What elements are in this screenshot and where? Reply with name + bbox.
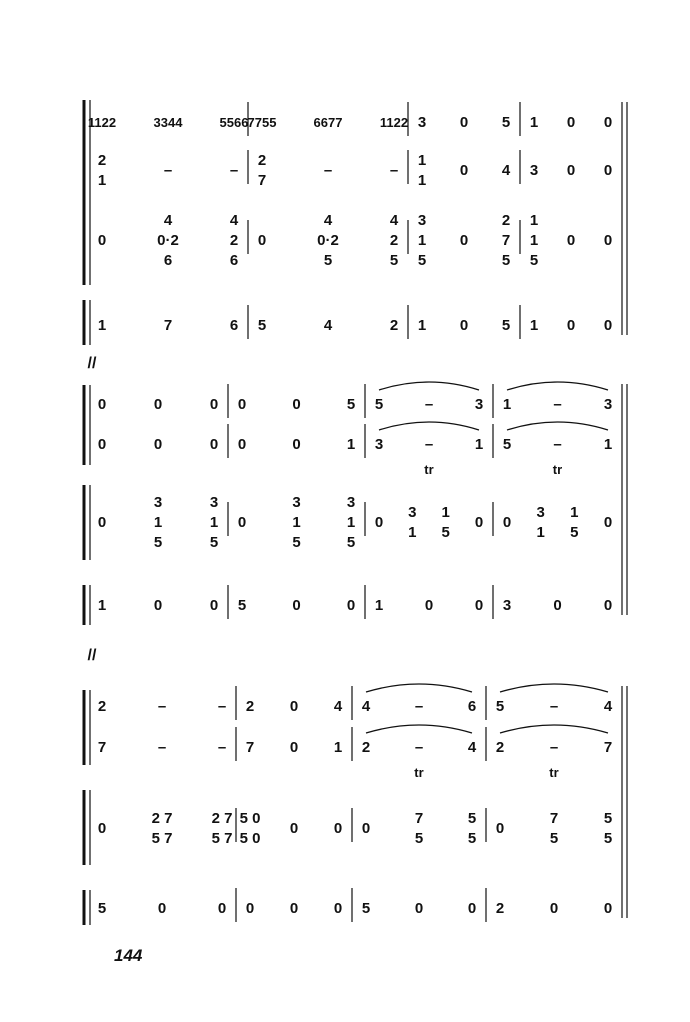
note: 0 — [603, 114, 613, 131]
note: 0 — [292, 436, 301, 453]
note: 2 — [245, 698, 255, 715]
note: 0 — [603, 900, 613, 917]
note: 5 — [346, 534, 356, 551]
note: 5 — [323, 252, 333, 269]
note: 1 — [529, 212, 539, 229]
note: 5 — [603, 830, 613, 847]
note: 1 — [97, 317, 107, 334]
note: 4 — [361, 698, 371, 715]
note: 7 — [245, 739, 255, 756]
note: 5 — [389, 252, 399, 269]
note: 4 — [467, 739, 477, 756]
note: 2 — [389, 232, 399, 249]
note: 4 — [163, 212, 173, 229]
staff-2 — [98, 422, 612, 477]
note: – — [157, 698, 167, 715]
note: 0 — [153, 597, 163, 614]
note: 1 — [346, 436, 356, 453]
note: 0 — [566, 317, 576, 334]
note: 0 — [333, 820, 343, 837]
note: 5 0 — [239, 830, 261, 847]
staff-3 — [98, 212, 612, 269]
note: 5 — [237, 597, 247, 614]
note: 4 — [323, 317, 333, 334]
note: 5 — [209, 534, 219, 551]
note: – — [157, 739, 167, 756]
note: 5 — [495, 698, 505, 715]
staff-4 — [98, 888, 612, 922]
trill-mark: tr — [424, 462, 434, 477]
note: 3 — [209, 494, 219, 511]
note: 0 — [97, 396, 107, 413]
note: 1 — [441, 504, 450, 521]
staff-2 — [98, 150, 612, 189]
note: 0 — [153, 396, 163, 413]
note: 5 — [570, 524, 579, 541]
note: 0 — [289, 698, 299, 715]
note: 0 — [292, 396, 301, 413]
note: 0 — [97, 820, 107, 837]
note: 0·2 — [317, 232, 339, 249]
note: 2 7 — [211, 810, 233, 827]
note: 5 — [467, 810, 477, 827]
note: 0 — [566, 232, 576, 249]
note: 5 7 — [151, 830, 173, 847]
note: 1 — [417, 232, 427, 249]
note: 3 — [374, 436, 384, 453]
trill-mark: tr — [414, 765, 424, 780]
note: 0 — [97, 232, 107, 249]
note: – — [163, 162, 173, 179]
note: 0 — [292, 597, 301, 614]
note: – — [553, 436, 562, 453]
note: 5566 — [219, 115, 249, 130]
note: 5 — [153, 534, 163, 551]
note: 0·2 — [157, 232, 179, 249]
note: 5 — [292, 534, 301, 551]
staff-4 — [98, 305, 612, 339]
slur — [507, 382, 608, 390]
note: 6 — [229, 317, 239, 334]
note: 3 — [502, 597, 512, 614]
trill-mark: tr — [549, 765, 559, 780]
note: 0 — [346, 597, 356, 614]
system-break-mark: // — [87, 647, 97, 664]
note: 1 — [529, 114, 539, 131]
note: 0 — [459, 162, 469, 179]
staff-3 — [98, 808, 612, 847]
note: 7 — [414, 810, 424, 827]
note: 0 — [209, 396, 219, 413]
note: 7755 — [247, 115, 277, 130]
slur — [379, 382, 479, 390]
note: 2 — [495, 739, 505, 756]
note: 2 — [229, 232, 239, 249]
note: 7 — [97, 739, 107, 756]
note: 1 — [97, 597, 107, 614]
note: 5 — [529, 252, 539, 269]
note: 5 — [603, 810, 613, 827]
note: 3 — [417, 114, 427, 131]
note: 1 — [97, 172, 107, 189]
slur — [500, 725, 608, 733]
staff-4 — [98, 585, 612, 619]
note: 1122 — [379, 115, 409, 130]
system-3 — [84, 684, 627, 925]
note: 0 — [157, 900, 167, 917]
note: 2 — [361, 739, 371, 756]
note: – — [389, 162, 399, 179]
note: 3 — [529, 162, 539, 179]
note: 1 — [603, 436, 613, 453]
note: 2 — [501, 212, 511, 229]
staff-3 — [98, 494, 612, 551]
note: 7 — [163, 317, 173, 334]
note: 5 — [501, 317, 511, 334]
note: 0 — [237, 436, 247, 453]
slur — [366, 684, 472, 692]
note: 2 — [495, 900, 505, 917]
note: – — [549, 698, 559, 715]
note: 1 — [417, 317, 427, 334]
note: 0 — [495, 820, 505, 837]
note: 0 — [289, 739, 299, 756]
system-2 — [84, 382, 627, 664]
note: 0 — [153, 436, 163, 453]
note: 3 — [417, 212, 427, 229]
note: 1 — [292, 514, 301, 531]
note: 0 — [474, 597, 484, 614]
note: 1 — [502, 396, 512, 413]
note: 5 — [374, 396, 384, 413]
note: 5 — [414, 830, 424, 847]
note: 1 — [346, 514, 356, 531]
note: 0 — [237, 396, 247, 413]
note: 0 — [459, 317, 469, 334]
note: 5 — [346, 396, 356, 413]
staff-1 — [98, 684, 613, 720]
note: 3 — [474, 396, 484, 413]
note: 5 — [257, 317, 267, 334]
note: 0 — [603, 597, 613, 614]
staff-2 — [98, 725, 612, 780]
note: 5 — [501, 252, 511, 269]
note: 4 — [229, 212, 239, 229]
note: 0 — [553, 597, 562, 614]
slur — [507, 422, 608, 430]
note: 6677 — [313, 115, 343, 130]
note: 5 — [417, 252, 427, 269]
note: 2 — [97, 698, 107, 715]
staff-1 — [88, 102, 612, 136]
note: 4 — [389, 212, 399, 229]
note: 0 — [257, 232, 267, 249]
note: 0 — [603, 514, 613, 531]
note: 0 — [566, 114, 576, 131]
note: – — [323, 162, 333, 179]
note: 0 — [97, 514, 107, 531]
note: 0 — [566, 162, 576, 179]
note: 7 — [257, 172, 267, 189]
note: – — [424, 396, 434, 413]
system-1 — [84, 100, 627, 372]
trill-mark: tr — [552, 462, 563, 477]
note: 0 — [289, 900, 299, 917]
note: 0 — [414, 900, 424, 917]
note: 0 — [424, 597, 434, 614]
note: 3 — [346, 494, 356, 511]
note: 5 — [361, 900, 371, 917]
note: – — [217, 698, 227, 715]
note: 1 — [529, 317, 539, 334]
note: 4 — [323, 212, 333, 229]
note: 3 — [292, 494, 301, 511]
system-break-mark: // — [87, 355, 97, 372]
note: – — [553, 396, 562, 413]
page-number: 144 — [114, 946, 143, 965]
note: 1 — [529, 232, 539, 249]
note: – — [229, 162, 239, 179]
note: 5 — [97, 900, 107, 917]
note: 5 0 — [239, 810, 261, 827]
note: 5 7 — [211, 830, 233, 847]
note: 5 — [467, 830, 477, 847]
note: 1 — [536, 524, 545, 541]
note: 0 — [361, 820, 371, 837]
note: 2 7 — [151, 810, 173, 827]
note: 7 — [603, 739, 613, 756]
note: 3 — [536, 504, 545, 521]
note: – — [424, 436, 434, 453]
note: 0 — [97, 436, 107, 453]
note: 1 — [417, 152, 427, 169]
note: 0 — [502, 514, 512, 531]
note: 5 — [441, 524, 450, 541]
note: 1122 — [87, 115, 117, 130]
note: – — [414, 739, 424, 756]
note: 5 — [549, 830, 559, 847]
note: 5 — [502, 436, 512, 453]
slur — [500, 684, 608, 692]
note: 0 — [209, 597, 219, 614]
slur — [366, 725, 472, 733]
note: 6 — [229, 252, 239, 269]
note: 0 — [467, 900, 477, 917]
note: 7 — [549, 810, 559, 827]
note: 4 — [501, 162, 511, 179]
note: 0 — [237, 514, 247, 531]
note: 0 — [217, 900, 227, 917]
note: 4 — [333, 698, 343, 715]
note: – — [549, 739, 559, 756]
note: 1 — [209, 514, 219, 531]
note: 6 — [163, 252, 173, 269]
note: 0 — [603, 162, 613, 179]
note: 3 — [153, 494, 163, 511]
note: 2 — [389, 317, 399, 334]
note: 3 — [603, 396, 613, 413]
note: 1 — [408, 524, 417, 541]
note: 0 — [245, 900, 255, 917]
note: 6 — [467, 698, 477, 715]
note: – — [414, 698, 424, 715]
note: 5 — [501, 114, 511, 131]
note: 0 — [603, 232, 613, 249]
note: 2 — [257, 152, 267, 169]
note: 1 — [417, 172, 427, 189]
note: 0 — [474, 514, 484, 531]
note: 1 — [374, 597, 384, 614]
note: 0 — [374, 514, 384, 531]
note: – — [217, 739, 227, 756]
note: 1 — [333, 739, 343, 756]
note: 3 — [408, 504, 417, 521]
note: 4 — [603, 698, 613, 715]
note: 0 — [549, 900, 559, 917]
note: 1 — [474, 436, 484, 453]
note: 0 — [459, 232, 469, 249]
note: 0 — [289, 820, 299, 837]
slur — [379, 422, 479, 430]
staff-1 — [98, 382, 612, 418]
note: 0 — [459, 114, 469, 131]
note: 3344 — [153, 115, 183, 130]
note: 7 — [501, 232, 511, 249]
note: 0 — [209, 436, 219, 453]
note: 1 — [153, 514, 163, 531]
note: 0 — [333, 900, 343, 917]
note: 0 — [603, 317, 613, 334]
note: 1 — [570, 504, 579, 521]
note: 2 — [97, 152, 107, 169]
